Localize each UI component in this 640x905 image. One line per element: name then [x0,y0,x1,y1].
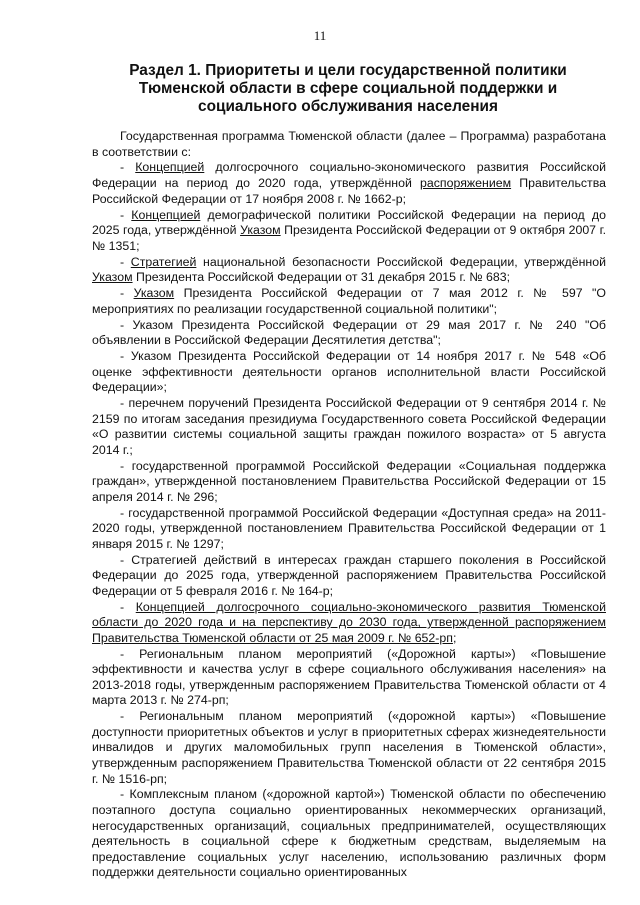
paragraph-text: - [120,160,136,175]
paragraph-text: демографической политики Российской Федерации на период до 2025 года, утверждённой [92,207,606,238]
heading-line: Раздел 1. Приоритеты и цели государственной политики [129,62,567,79]
document-reference: распоряжением [420,176,512,191]
list-item [92,459,606,506]
paragraph-text: - государственной программой Российской Федерации «Социальная поддержка граждан», утвержденной постановлением Правительства Российской Федерации от 15 апреля 2014 г. № 296; [92,458,606,504]
paragraph-text: - Региональным планом мероприятий («Дорожной карты») «Повышение эффективности и качества услуг в сфере социального обслуживания населения» на 2013-2018 годы, утвержденным распоряжением Правительства Тюменской области от 4 марта 2013 г. № 274-рп; [92,646,606,708]
paragraph-text: - [120,599,136,614]
paragraph-text: Государственная программа Тюменской области (далее – Программа) разработана в соответствии с: [92,129,606,159]
list-item [92,709,606,787]
document-reference: Указом [133,286,175,301]
paragraph-text: - государственной программой Российской Федерации «Доступная среда» на 2011-2020 годы, утвержденной постановлением Правительства Российской Федерации от 1 января 2015 г. № 1297; [92,505,606,551]
list-item [92,208,606,255]
list-item [92,553,606,600]
list-item [92,600,606,647]
paragraph-text: долгосрочного социально-экономического развития Российской Федерации на период до 2020 года, утверждённой [92,160,606,191]
list-item [92,286,606,317]
paragraph-text: национальной безопасности Российской Федерации, утверждённой [196,254,606,269]
paragraph-text: - [120,286,134,301]
document-reference: Концепцией [135,160,205,175]
paragraph-text: - [120,254,131,269]
list-item [92,787,606,880]
page-number: 11 [313,28,327,43]
document-reference: Указом [240,223,281,238]
list-item [92,647,606,709]
list-item [92,318,606,349]
list-item [92,506,606,553]
paragraph-text: - Региональным планом мероприятий («дорожной карты») «Повышение доступности приоритетных объектов и услуг в приоритетных сферах жизнедеятельности инвалидов и других маломобильных групп населения в Тюменской области», утвержденным распоряжением Правительства Тюменской области от 22 сентября 2015 г. № 1516-рп; [92,709,606,786]
list-item [92,396,606,458]
paragraph-text: Президента Российской Федерации от 31 декабря 2015 г. № 683; [132,270,511,285]
document-reference: Указом [92,270,133,285]
section-heading [118,62,578,116]
heading-line: Тюменской области в сфере социальной поддержки и [138,80,558,97]
paragraph-text: - [120,207,132,222]
paragraph-text: - перечнем поручений Президента Российской Федерации от 9 сентября 2014 г. № 2159 по итогам заседания президиума Государственного совета Российской Федерации «О развитии системы социальной защиты граждан пожилого возраста» от 5 августа 2014 г.; [92,396,606,457]
paragraph-text: - Указом Президента Российской Федерации от 14 ноября 2017 г. № 548 «Об оценке эффективности деятельности органов исполнительной власти Российской Федерации»; [92,349,606,395]
paragraph-text: Правительства Российской Федерации от 17 ноября 2008 г. № 1662-р; [92,176,606,206]
list-item [92,129,606,160]
paragraph-text: - Комплексным планом («дорожной картой») Тюменской области по обеспечению поэтапного доступа социально ориентированных некоммерческих организаций, негосударственных организаций, социальных предпринимателей, осуществляющих деятельность в социальной сфере к бюджетным средствам, выделяемым на предоставление социальных услуг населению, использованию различных форм поддержки деятельности социально ориентированных [92,787,606,880]
paragraph-text: - Указом Президента Российской Федерации от 29 мая 2017 г. № 240 "Об объявлении в Российской Федерации Десятилетия детства"; [92,317,606,348]
paragraph-text: - Стратегией действий в интересах граждан старшего поколения в Российской Федерации до 2025 года, утвержденной распоряжением Правительства Российской Федерации от 5 февраля 2016 г. № 164-р; [92,552,606,598]
document-body [92,129,606,881]
list-item [92,255,606,286]
heading-line: социального обслуживания населения [198,98,498,115]
document-reference: Концепцией [131,207,201,222]
paragraph-text: Президента Российской Федерации от 9 октября 2007 г. № 1351; [92,223,606,253]
paragraph-text: ; [452,630,457,645]
paragraph-text: Президента Российской Федерации от 7 мая 2012 г. № 597 "О мероприятиях по реализации государственной социальной политики"; [92,286,606,316]
document-reference: Стратегией [130,254,197,269]
list-item [92,160,606,207]
document-reference: Концепцией долгосрочного социально-экономического развития Тюменской области до 2020 года и на перспективу до 2030 года, утвержденной распоряжением Правительства Тюменской области от 25 мая 2009 г. № 652-рп [92,599,606,645]
list-item [92,349,606,396]
